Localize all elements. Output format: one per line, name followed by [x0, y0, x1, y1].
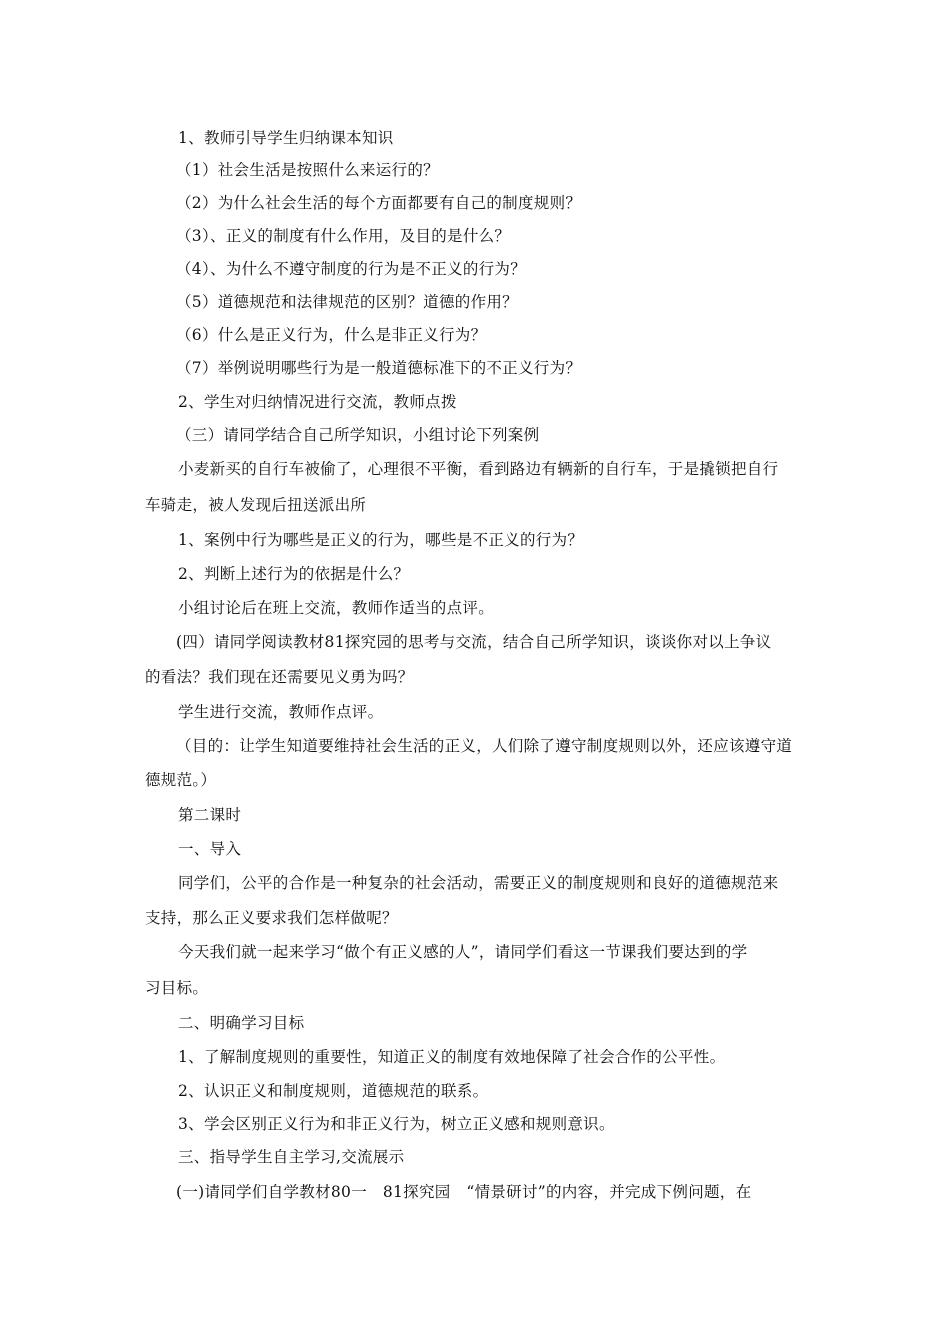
text-line: (一)请同学们自学教材80一 81探究园 “情景研讨”的内容，并完成下例问题，在 [176, 1183, 752, 1201]
text-line: （1）社会生活是按照什么来运行的？ [176, 161, 439, 179]
text-line: 习目标。 [145, 979, 209, 997]
text-line: 今天我们就一起来学习“做个有正义感的人”，请同学们看这一节课我们要达到的学 [178, 943, 748, 961]
text-line: （目的：让学生知道要维持社会生活的正义，人们除了遵守制度规则以外，还应该遵守道 [176, 737, 793, 755]
text-line: （7）举例说明哪些行为是一般道德标准下的不正义行为？ [176, 359, 582, 377]
text-line: (四）请同学阅读教材81探究园的思考与交流，结合自己所学知识，谈谈你对以上争议 [176, 633, 772, 651]
text-line: 一、导入 [178, 840, 242, 858]
text-line: （4）、为什么不遵守制度的行为是不正义的行为？ [176, 260, 527, 278]
text-line: 德规范。） [145, 771, 217, 789]
text-line: 3、学会区别正义行为和非正义行为，树立正义感和规则意识。 [178, 1115, 615, 1133]
text-line: （5）道德规范和法律规范的区别？道德的作用？ [176, 293, 518, 311]
text-line: 2、认识正义和制度规则，道德规范的联系。 [178, 1082, 489, 1100]
text-line: 小组讨论后在班上交流，教师作适当的点评。 [178, 599, 495, 617]
text-line: 三、指导学生自主学习,交流展示 [178, 1148, 405, 1166]
text-line: 二、明确学习目标 [178, 1014, 305, 1032]
text-line: 1、教师引导学生归纳课本知识 [178, 129, 394, 147]
text-line: （三）请同学结合自己所学知识，小组讨论下列案例 [176, 426, 540, 444]
text-line: 学生进行交流，教师作点评。 [178, 703, 384, 721]
text-line: 1、了解制度规则的重要性，知道正义的制度有效地保障了社会合作的公平性。 [178, 1048, 726, 1066]
text-line: 小麦新买的自行车被偷了，心理很不平衡，看到路边有辆新的自行车，于是撬锁把自行 [178, 460, 779, 478]
text-line: 同学们，公平的合作是一种复杂的社会活动，需要正义的制度规则和良好的道德规范来 [178, 874, 779, 892]
text-line: （3）、正义的制度有什么作用，及目的是什么？ [176, 227, 511, 245]
text-line: 车骑走，被人发现后扭送派出所 [145, 496, 367, 514]
text-line: 第二课时 [178, 806, 242, 824]
text-line: （6）什么是正义行为，什么是非正义行为？ [176, 326, 487, 344]
text-line: 的看法？我们现在还需要见义勇为吗？ [145, 668, 414, 686]
text-line: 2、学生对归纳情况进行交流，教师点拨 [178, 393, 457, 411]
text-line: 1、案例中行为哪些是正义的行为，哪些是不正义的行为？ [178, 531, 584, 549]
text-line: 支持，那么正义要求我们怎样做呢？ [145, 909, 398, 927]
text-line: （2）为什么社会生活的每个方面都要有自己的制度规则？ [176, 194, 582, 212]
text-line: 2、判断上述行为的依据是什么？ [178, 565, 410, 583]
